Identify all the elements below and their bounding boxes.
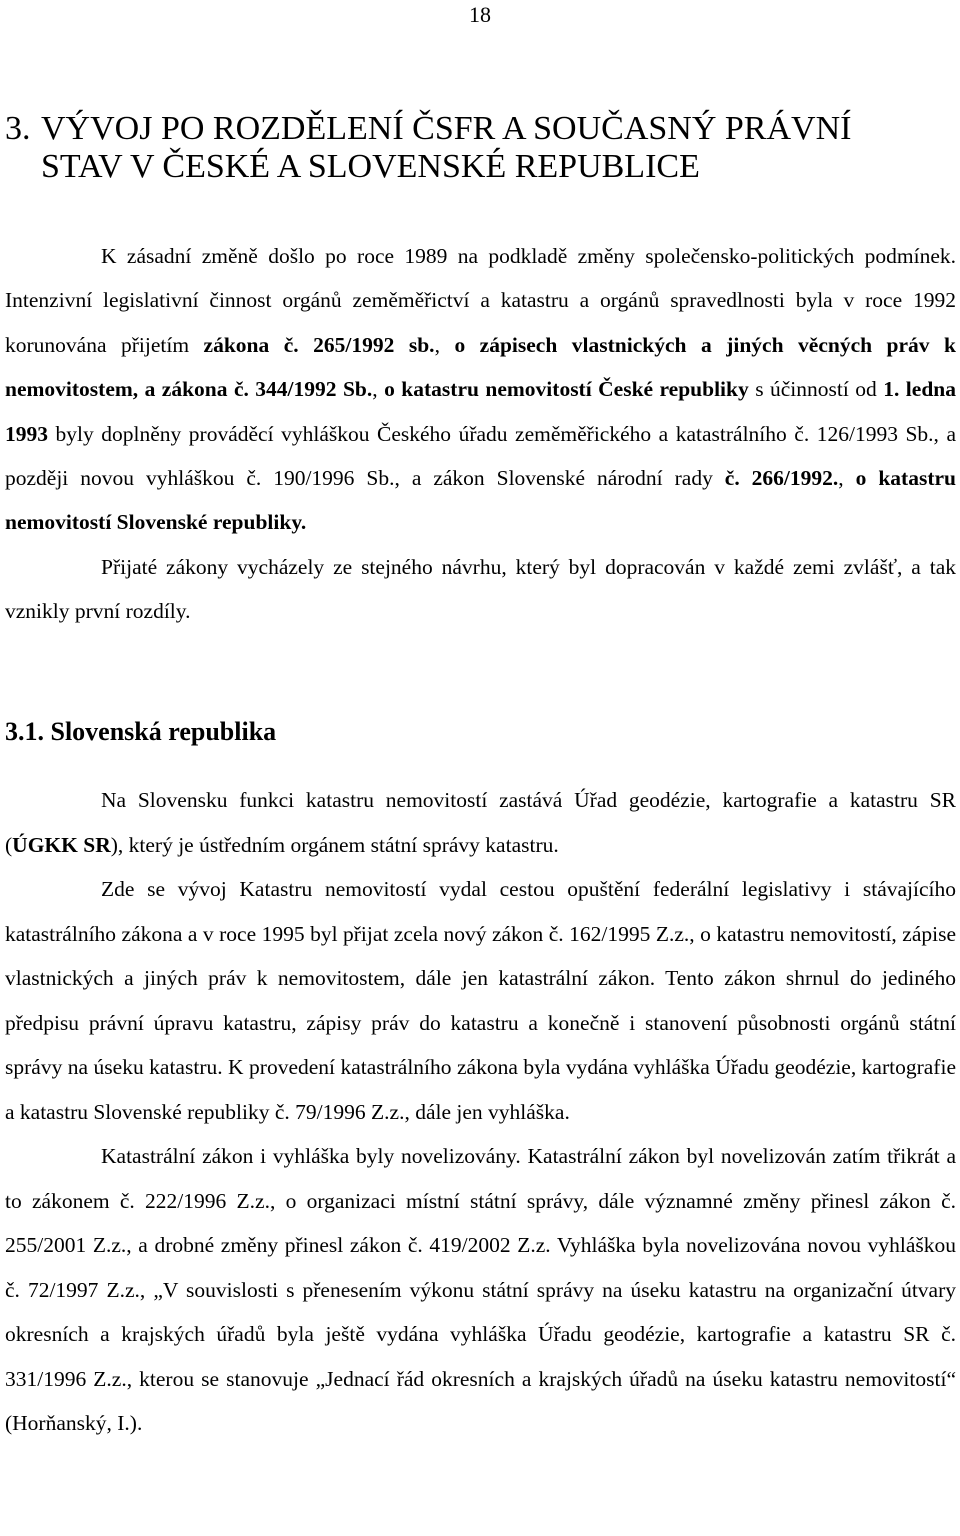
section-text: Na Slovensku funkci katastru nemovitostí zastává Úřad geodézie, kartografie a katastru SR ( — [5, 788, 956, 857]
chapter-title-line1: VÝVOJ PO ROZDĚLENÍ ČSFR A SOUČASNÝ PRÁVNÍ — [41, 110, 852, 147]
law-title: o zápisech vlastnických a jiných věcných práv k nemovitostem, a zákona č. 344/1992 Sb. — [5, 332, 956, 402]
law-reference: č. 266/1992. — [724, 466, 839, 491]
intro-text: K zásadní změně došlo po roce 1989 na podkladě změny společensko-politických podmínek. Intenzivní legislativní činnost orgánů zeměměřictví a katastru a orgánů spravedlnosti byla v roce 1992 korunována přijetím — [5, 244, 956, 357]
intro-text: s účinností od — [748, 377, 884, 402]
chapter-number: 3. — [5, 110, 31, 147]
law-title: o katastru nemovitostí České republiky — [384, 377, 749, 402]
intro-block — [5, 234, 956, 634]
intro-text: byly doplněny prováděcí vyhláškou Českého úřadu zeměměřického a katastrálního č. 126/1993 Sb., a později novou vyhláškou č. 190/1996 Sb., a zákon Slovenské národní rady — [5, 421, 956, 491]
section-heading: 3.1. Slovenská republika — [5, 717, 277, 746]
intro-text: , — [838, 466, 856, 491]
chapter-title — [5, 110, 945, 186]
agency-abbreviation: ÚGKK SR — [12, 832, 111, 857]
effective-date: 1. ledna 1993 — [5, 377, 956, 446]
section-block — [5, 778, 956, 1446]
chapter-title-line2: STAV V ČESKÉ A SLOVENSKÉ REPUBLICE — [41, 148, 700, 185]
intro-text: , — [434, 332, 455, 357]
intro-text: , — [372, 377, 385, 402]
law-title: o katastru nemovitostí Slovenské republiky. — [5, 466, 956, 535]
section-text: ), který je ústředním orgánem státní správy katastru. — [110, 832, 559, 857]
intro-paragraph-1 — [5, 234, 956, 545]
section-paragraph-3: Katastrální zákon i vyhláška byly novelizovány. Katastrální zákon byl novelizován zatím třikrát a to zákonem č. 222/1996 Z.z., o organizaci místní státní správy, dále významné změny přinesl zákon č. 255/2001 Z.z., a drobné změny přinesl zákon č. 419/2002 Z.z. Vyhláška byla novelizována novou vyhláškou č. 72/1997 Z.z., „V souvislosti s přenesením výkonu státní správy na úseku katastru na organizační útvary okresních a krajských úřadů byla ještě vydána vyhláška Úřadu geodézie, kartografie a katastru SR č. 331/1996 Z.z., kterou se stanovuje „Jednací řád okresních a krajských úřadů na úseku katastru nemovitostí“ (Horňanský, I.). — [5, 1144, 956, 1435]
section-paragraph-2: Zde se vývoj Katastru nemovitostí vydal cestou opuštění federální legislativy i stávajícího katastrálního zákona a v roce 1995 byl přijat zcela nový zákon č. 162/1995 Z.z., o katastru nemovitostí, zápise vlastnických a jiných práv k nemovitostem, dále jen katastrální zákon. Tento zákon shrnul do jediného předpisu právní úpravu katastru, zápisy práv do katastru a konečně i stanovení působnosti orgánů státní správy na úseku katastru. K provedení katastrálního zákona byla vydána vyhláška Úřadu geodézie, kartografie a katastru Slovenské republiky č. 79/1996 Z.z., dále jen vyhláška. — [5, 877, 956, 1124]
page-number: 18 — [469, 2, 491, 27]
section-paragraph-1 — [5, 778, 956, 867]
law-reference: zákona č. 265/1992 sb. — [203, 332, 435, 357]
intro-paragraph-2: Přijaté zákony vycházely ze stejného návrhu, který byl dopracován v každé zemi zvlášť, a tak vznikly první rozdíly. — [5, 554, 956, 624]
